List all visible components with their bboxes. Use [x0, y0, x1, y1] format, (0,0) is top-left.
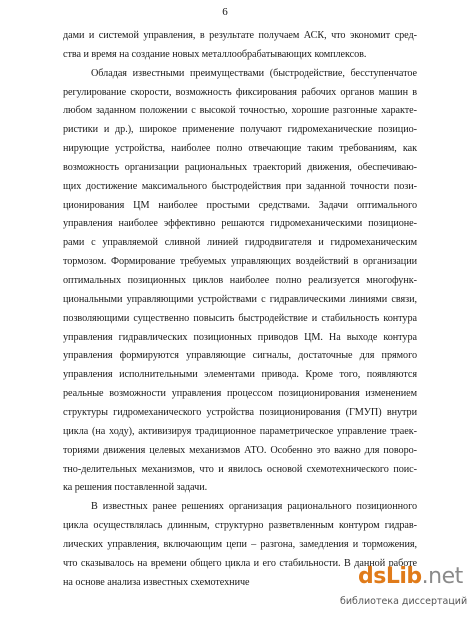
- logo-ds: ds: [358, 564, 386, 589]
- text-line: лических управления, включающим цепи – разгона, замедления и торможения,: [63, 539, 417, 550]
- text-line: ционирования ЦМ наиболее простыми средствами. Задачи оптимального: [63, 200, 417, 211]
- text-line: оптимальных позиционных циклов наиболее полно реализуется многофунк-: [63, 275, 417, 286]
- text-line: ристики и др.), широкое применение получают гидромеханические позицио-: [63, 124, 417, 135]
- text-line: возможность организации рациональных траекторий движения, обеспечиваю-: [63, 162, 417, 173]
- text-line: на основе анализа известных схемотехниче: [63, 577, 250, 588]
- text-line: ка решения поставленной задачи.: [63, 482, 208, 493]
- text-line: тно-делительных механизмов, что и явилось основой схемотехнического поис-: [63, 464, 417, 475]
- text-line: цикла осуществлялась длинным, структурно разветвленным контуром гидрав-: [63, 520, 417, 531]
- text-line: Обладая известными преимуществами (быстродействие, бесступенчатое: [91, 68, 417, 79]
- text-line: управления наиболее эффективно решаются гидромеханическими позиционе-: [63, 218, 417, 229]
- text-line: ства и время на создание новых металлообрабатывающих комплексов.: [63, 49, 367, 60]
- text-line: регулирование скорости, возможность фиксирования рабочих органов машин в: [63, 87, 417, 98]
- page-number: 6: [222, 6, 228, 18]
- text-line: цикла (на ходу), активизируя традиционное параметрическое управление траек-: [63, 426, 417, 437]
- text-line: любом заданном положении с высокой точностью, хорошие разгонные характе-: [63, 105, 417, 116]
- text-line: циональными управляющими устройствами с гидравлическими линиями связи,: [63, 294, 417, 305]
- logo-lib: Lib: [385, 564, 422, 589]
- text-line: дами и системой управления, в результате получаем АСК, что экономит сред-: [63, 30, 417, 41]
- text-line: позволяющими существенно повысить быстродействие и стабильность контура: [63, 313, 417, 324]
- text-line: В известных ранее решениях организация рационального позиционного: [91, 501, 417, 512]
- text-line: нирующие устройства, наиболее полно отвечающие таким требованиям, как: [63, 143, 417, 154]
- watermark-tagline: библиотека диссертаций: [340, 596, 467, 607]
- text-line: реальные возможности управления процессом позиционирования изменением: [63, 388, 417, 399]
- text-line: щих достижение максимального быстродействия при заданной точности пози-: [63, 181, 417, 192]
- text-line: управления формируются управляющие сигналы, достаточные для прямого: [63, 350, 417, 361]
- text-line: что сказывалось на времени общего цикла и его стабильности. В данной работе: [63, 558, 417, 569]
- text-line: управления гидравлических позиционных приводов ЦМ. На выходе контура: [63, 332, 417, 343]
- logo-net: .net: [421, 564, 463, 589]
- text-line: тормозом. Формирование требуемых управляющих воздействий в организации: [63, 256, 417, 267]
- text-line: управления исполнительными элементами привода. Кроме того, появляются: [63, 369, 417, 380]
- text-line: ториями движения целевых механизмов АТО. Особенно это важно для поворо-: [63, 445, 417, 456]
- text-line: структуры гидромеханического устройства позиционирования (ГМУП) внутри: [63, 407, 417, 418]
- text-line: рами с управляемой сливной линией гидродвигателя и гидромеханическим: [63, 237, 417, 248]
- watermark[interactable]: [340, 564, 467, 619]
- watermark-logo: [358, 564, 463, 589]
